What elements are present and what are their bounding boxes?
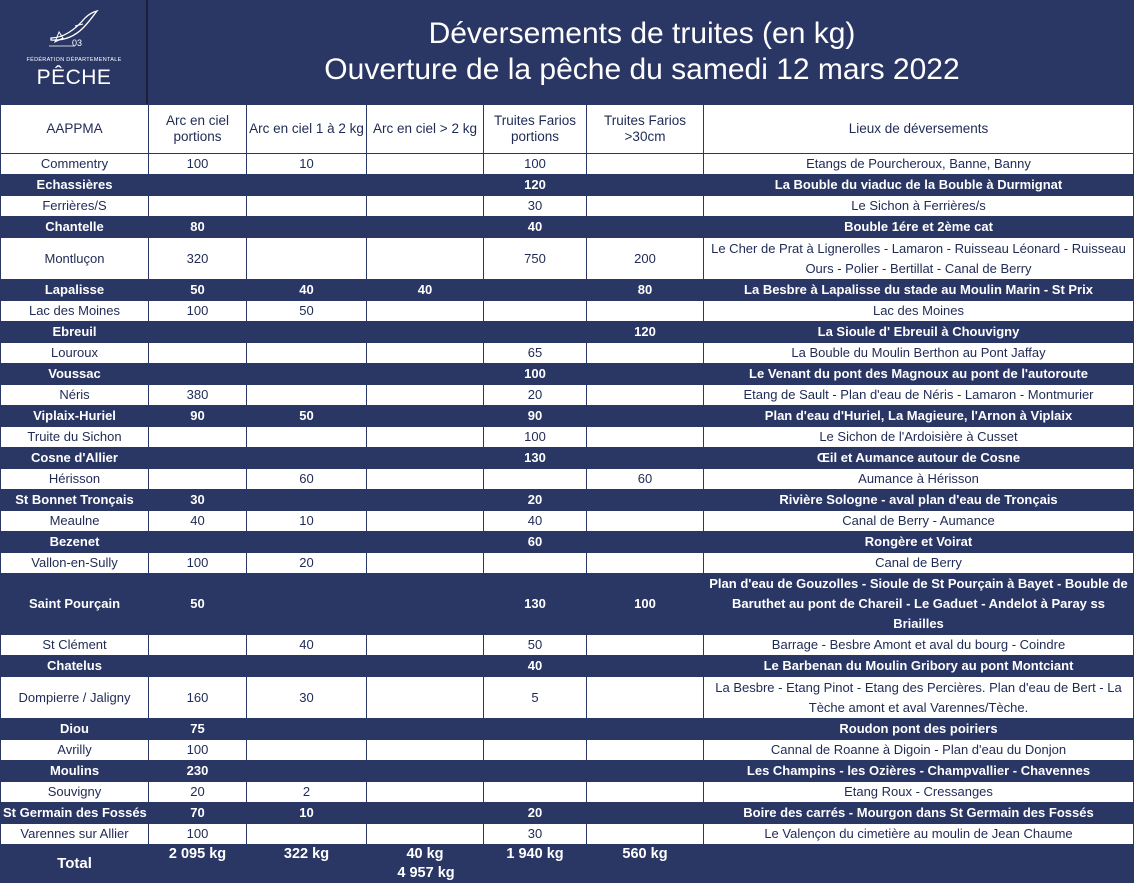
cell-farios-30cm xyxy=(587,782,704,803)
cell-aec-portions: 230 xyxy=(149,761,247,782)
table-row xyxy=(1,427,1134,448)
cell-aappma: Lapalisse xyxy=(1,280,149,301)
cell-aappma: Dompierre / Jaligny xyxy=(1,677,149,719)
cell-farios-portions: 20 xyxy=(484,490,587,511)
cell-aec-1-2kg: 2 xyxy=(247,782,367,803)
cell-lieux: Rongère et Voirat xyxy=(704,532,1134,553)
cell-aec-1-2kg xyxy=(247,175,367,196)
table-row xyxy=(1,196,1134,217)
cell-farios-30cm xyxy=(587,511,704,532)
table-row xyxy=(1,448,1134,469)
cell-lieux: Rivière Sologne - aval plan d'eau de Tronçais xyxy=(704,490,1134,511)
cell-aec-2kg xyxy=(367,511,484,532)
cell-aec-portions xyxy=(149,469,247,490)
cell-aec-2kg xyxy=(367,719,484,740)
cell-farios-30cm xyxy=(587,803,704,824)
cell-aec-portions xyxy=(149,635,247,656)
cell-aec-portions xyxy=(149,448,247,469)
table-row xyxy=(1,719,1134,740)
cell-aec-1-2kg: 50 xyxy=(247,406,367,427)
cell-aec-portions: 75 xyxy=(149,719,247,740)
cell-aappma: Diou xyxy=(1,719,149,740)
cell-aappma: St Germain des Fossés xyxy=(1,803,149,824)
cell-aappma: Chatelus xyxy=(1,656,149,677)
cell-aec-2kg xyxy=(367,175,484,196)
cell-farios-portions: 60 xyxy=(484,532,587,553)
cell-aec-portions: 100 xyxy=(149,740,247,761)
cell-aec-portions xyxy=(149,427,247,448)
cell-farios-30cm xyxy=(587,217,704,238)
cell-lieux: La Besbre à Lapalisse du stade au Moulin Marin - St Prix xyxy=(704,280,1134,301)
col-header-farios-30cm: Truites Farios >30cm xyxy=(587,105,704,154)
table-row xyxy=(1,301,1134,322)
cell-aec-portions: 50 xyxy=(149,574,247,635)
cell-farios-portions xyxy=(484,719,587,740)
cell-aec-2kg xyxy=(367,217,484,238)
cell-aec-1-2kg xyxy=(247,238,367,280)
table-row xyxy=(1,154,1134,175)
total-label: Total xyxy=(1,845,149,883)
cell-farios-30cm xyxy=(587,175,704,196)
table-body xyxy=(1,154,1134,845)
cell-aappma: Ebreuil xyxy=(1,322,149,343)
cell-farios-portions xyxy=(484,740,587,761)
cell-aec-portions: 100 xyxy=(149,154,247,175)
cell-aec-portions: 100 xyxy=(149,301,247,322)
cell-farios-portions: 65 xyxy=(484,343,587,364)
table-row xyxy=(1,469,1134,490)
cell-aec-portions xyxy=(149,656,247,677)
title-block xyxy=(150,0,1134,104)
cell-aec-1-2kg xyxy=(247,824,367,845)
table-row xyxy=(1,385,1134,406)
cell-aappma: Varennes sur Allier xyxy=(1,824,149,845)
col-header-aec-portions: Arc en ciel portions xyxy=(149,105,247,154)
cell-farios-portions: 40 xyxy=(484,511,587,532)
cell-aec-portions: 80 xyxy=(149,217,247,238)
cell-lieux: Plan d'eau de Gouzolles - Sioule de St Pourçain à Bayet - Bouble de Baruthet au pont de Chareil - Le Gaduet - Andelot à Paray ss Briailles xyxy=(704,574,1134,635)
cell-aappma: Moulins xyxy=(1,761,149,782)
cell-aappma: Truite du Sichon xyxy=(1,427,149,448)
column-headers xyxy=(1,105,1134,154)
col-header-lieux: Lieux de déversements xyxy=(704,105,1134,154)
total-aec-2kg: 40 kg xyxy=(367,845,484,864)
table-row xyxy=(1,740,1134,761)
table-row xyxy=(1,803,1134,824)
total-empty xyxy=(704,845,1134,883)
cell-aec-1-2kg xyxy=(247,217,367,238)
total-aec-portions: 2 095 kg xyxy=(149,845,247,864)
cell-aappma: Meaulne xyxy=(1,511,149,532)
cell-aec-1-2kg xyxy=(247,343,367,364)
cell-aec-2kg xyxy=(367,824,484,845)
logo-org: FÉDÉRATION DÉPARTEMENTALE xyxy=(26,57,122,63)
cell-lieux: Les Champins - les Ozières - Champvallier - Chavennes xyxy=(704,761,1134,782)
cell-lieux: Aumance à Hérisson xyxy=(704,469,1134,490)
cell-aec-1-2kg: 30 xyxy=(247,677,367,719)
cell-aec-1-2kg xyxy=(247,532,367,553)
cell-lieux: Roudon pont des poiriers xyxy=(704,719,1134,740)
cell-farios-30cm xyxy=(587,196,704,217)
cell-farios-portions: 100 xyxy=(484,427,587,448)
cell-farios-portions: 20 xyxy=(484,803,587,824)
cell-lieux: Œil et Aumance autour de Cosne xyxy=(704,448,1134,469)
cell-farios-portions: 100 xyxy=(484,154,587,175)
cell-farios-30cm xyxy=(587,154,704,175)
table-row xyxy=(1,490,1134,511)
cell-lieux: Plan d'eau d'Huriel, La Magieure, l'Arnon à Viplaix xyxy=(704,406,1134,427)
cell-aappma: Commentry xyxy=(1,154,149,175)
cell-farios-30cm xyxy=(587,490,704,511)
table-row xyxy=(1,406,1134,427)
cell-aappma: Saint Pourçain xyxy=(1,574,149,635)
cell-aec-2kg xyxy=(367,761,484,782)
cell-farios-30cm xyxy=(587,635,704,656)
cell-aec-2kg xyxy=(367,301,484,322)
cell-farios-portions xyxy=(484,280,587,301)
total-farios-portions: 1 940 kg xyxy=(484,845,587,864)
cell-aec-2kg xyxy=(367,635,484,656)
cell-lieux: Le Valençon du cimetière au moulin de Jean Chaume xyxy=(704,824,1134,845)
cell-aec-2kg xyxy=(367,574,484,635)
cell-aappma: Louroux xyxy=(1,343,149,364)
cell-farios-30cm: 80 xyxy=(587,280,704,301)
cell-lieux: Etang de Sault - Plan d'eau de Néris - Lamaron - Montmurier xyxy=(704,385,1134,406)
cell-aec-1-2kg: 10 xyxy=(247,511,367,532)
cell-aec-1-2kg: 40 xyxy=(247,635,367,656)
cell-farios-portions: 130 xyxy=(484,448,587,469)
cell-aec-2kg xyxy=(367,385,484,406)
table-row xyxy=(1,238,1134,280)
cell-farios-30cm xyxy=(587,553,704,574)
cell-farios-30cm xyxy=(587,343,704,364)
cell-aec-2kg xyxy=(367,490,484,511)
cell-aec-2kg xyxy=(367,532,484,553)
cell-aec-portions xyxy=(149,532,247,553)
col-header-farios-portions: Truites Farios portions xyxy=(484,105,587,154)
cell-farios-portions: 90 xyxy=(484,406,587,427)
cell-aec-2kg: 40 xyxy=(367,280,484,301)
cell-aec-portions xyxy=(149,343,247,364)
cell-aec-1-2kg xyxy=(247,196,367,217)
cell-lieux: La Besbre - Etang Pinot - Etang des Percières. Plan d'eau de Bert - La Tèche amont et aval Varennes/Tèche. xyxy=(704,677,1134,719)
cell-lieux: Bouble 1ére et 2ème cat xyxy=(704,217,1134,238)
table-row xyxy=(1,280,1134,301)
cell-farios-30cm xyxy=(587,761,704,782)
cell-aec-1-2kg xyxy=(247,322,367,343)
cell-aec-1-2kg: 10 xyxy=(247,154,367,175)
cell-aec-portions: 90 xyxy=(149,406,247,427)
cell-aappma: Lac des Moines xyxy=(1,301,149,322)
cell-farios-portions: 100 xyxy=(484,364,587,385)
cell-aec-portions: 100 xyxy=(149,553,247,574)
col-header-aec-1-2kg: Arc en ciel 1 à 2 kg xyxy=(247,105,367,154)
cell-farios-portions xyxy=(484,301,587,322)
cell-aec-2kg xyxy=(367,803,484,824)
cell-aec-1-2kg: 20 xyxy=(247,553,367,574)
cell-aappma: Viplaix-Huriel xyxy=(1,406,149,427)
total-farios-30cm: 560 kg xyxy=(587,845,704,864)
cell-aappma: Chantelle xyxy=(1,217,149,238)
cell-aec-2kg xyxy=(367,364,484,385)
table-row xyxy=(1,656,1134,677)
cell-aappma: Echassières xyxy=(1,175,149,196)
cell-farios-portions: 20 xyxy=(484,385,587,406)
cell-farios-30cm xyxy=(587,740,704,761)
cell-lieux: Cannal de Roanne à Digoin - Plan d'eau du Donjon xyxy=(704,740,1134,761)
cell-aec-portions: 100 xyxy=(149,824,247,845)
table-row xyxy=(1,364,1134,385)
table-row xyxy=(1,677,1134,719)
cell-farios-portions: 5 xyxy=(484,677,587,719)
cell-farios-30cm xyxy=(587,677,704,719)
cell-aec-1-2kg: 50 xyxy=(247,301,367,322)
cell-farios-30cm: 120 xyxy=(587,322,704,343)
table-row xyxy=(1,761,1134,782)
cell-lieux: Etang Roux - Cressanges xyxy=(704,782,1134,803)
cell-lieux: Boire des carrés - Mourgon dans St Germain des Fossés xyxy=(704,803,1134,824)
cell-aec-2kg xyxy=(367,343,484,364)
title-line-2: Ouverture de la pêche du samedi 12 mars 2022 xyxy=(324,53,960,86)
cell-farios-portions xyxy=(484,322,587,343)
cell-aec-1-2kg xyxy=(247,740,367,761)
cell-aec-2kg xyxy=(367,448,484,469)
table-row xyxy=(1,574,1134,635)
cell-aec-1-2kg: 10 xyxy=(247,803,367,824)
cell-farios-portions: 40 xyxy=(484,217,587,238)
logo-name: PÊCHE xyxy=(36,66,112,89)
cell-aappma: St Clément xyxy=(1,635,149,656)
cell-farios-portions xyxy=(484,553,587,574)
cell-aec-2kg xyxy=(367,656,484,677)
cell-aec-portions xyxy=(149,196,247,217)
table-row xyxy=(1,553,1134,574)
cell-farios-portions: 40 xyxy=(484,656,587,677)
grand-total: 4 957 kg xyxy=(149,864,704,883)
cell-farios-30cm xyxy=(587,532,704,553)
cell-lieux: Le Sichon à Ferrières/s xyxy=(704,196,1134,217)
cell-aappma: Souvigny xyxy=(1,782,149,803)
cell-farios-30cm xyxy=(587,301,704,322)
cell-aec-portions: 20 xyxy=(149,782,247,803)
cell-aec-2kg xyxy=(367,469,484,490)
cell-farios-portions xyxy=(484,761,587,782)
table-row xyxy=(1,217,1134,238)
table-row xyxy=(1,782,1134,803)
cell-farios-30cm xyxy=(587,656,704,677)
table-row xyxy=(1,343,1134,364)
cell-aec-portions: 50 xyxy=(149,280,247,301)
cell-farios-portions xyxy=(484,469,587,490)
cell-aec-portions xyxy=(149,364,247,385)
table-row xyxy=(1,322,1134,343)
cell-aec-portions: 70 xyxy=(149,803,247,824)
cell-aec-1-2kg xyxy=(247,719,367,740)
cell-aec-2kg xyxy=(367,427,484,448)
cell-farios-30cm: 60 xyxy=(587,469,704,490)
cell-lieux: Lac des Moines xyxy=(704,301,1134,322)
cell-aec-portions xyxy=(149,322,247,343)
table-row xyxy=(1,511,1134,532)
cell-farios-30cm xyxy=(587,448,704,469)
cell-aec-portions: 30 xyxy=(149,490,247,511)
total-row xyxy=(1,845,1134,864)
cell-farios-30cm xyxy=(587,719,704,740)
cell-aappma: St Bonnet Tronçais xyxy=(1,490,149,511)
cell-aec-portions: 40 xyxy=(149,511,247,532)
table-row xyxy=(1,175,1134,196)
cell-aappma: Hérisson xyxy=(1,469,149,490)
cell-aappma: Néris xyxy=(1,385,149,406)
cell-farios-30cm: 100 xyxy=(587,574,704,635)
cell-aappma: Voussac xyxy=(1,364,149,385)
cell-aec-2kg xyxy=(367,677,484,719)
cell-aec-1-2kg: 60 xyxy=(247,469,367,490)
cell-aec-portions: 320 xyxy=(149,238,247,280)
total-aec-1-2kg: 322 kg xyxy=(247,845,367,864)
cell-farios-30cm xyxy=(587,406,704,427)
cell-farios-portions: 130 xyxy=(484,574,587,635)
cell-aec-portions xyxy=(149,175,247,196)
cell-farios-portions: 30 xyxy=(484,824,587,845)
cell-farios-30cm: 200 xyxy=(587,238,704,280)
cell-lieux: La Sioule d' Ebreuil à Chouvigny xyxy=(704,322,1134,343)
cell-farios-portions: 30 xyxy=(484,196,587,217)
cell-aappma: Ferrières/S xyxy=(1,196,149,217)
cell-aec-2kg xyxy=(367,238,484,280)
cell-aappma: Cosne d'Allier xyxy=(1,448,149,469)
col-header-aappma: AAPPMA xyxy=(1,105,149,154)
cell-farios-30cm xyxy=(587,824,704,845)
col-header-aec-2kg: Arc en ciel > 2 kg xyxy=(367,105,484,154)
cell-aec-2kg xyxy=(367,740,484,761)
cell-lieux: La Bouble du viaduc de la Bouble à Durmignat xyxy=(704,175,1134,196)
table-row xyxy=(1,532,1134,553)
cell-aec-1-2kg xyxy=(247,761,367,782)
cell-farios-portions: 120 xyxy=(484,175,587,196)
cell-farios-30cm xyxy=(587,364,704,385)
cell-aec-portions: 160 xyxy=(149,677,247,719)
table-row xyxy=(1,635,1134,656)
cell-aec-1-2kg xyxy=(247,656,367,677)
cell-aec-1-2kg xyxy=(247,448,367,469)
cell-aec-2kg xyxy=(367,406,484,427)
cell-aec-2kg xyxy=(367,553,484,574)
cell-aec-2kg xyxy=(367,196,484,217)
title-line-1: Déversements de truites (en kg) xyxy=(428,17,856,50)
cell-aec-2kg xyxy=(367,322,484,343)
cell-lieux: Etangs de Pourcheroux, Banne, Banny xyxy=(704,154,1134,175)
cell-farios-30cm xyxy=(587,427,704,448)
federation-logo xyxy=(0,0,148,104)
cell-lieux: Canal de Berry - Aumance xyxy=(704,511,1134,532)
cell-lieux: Le Sichon de l'Ardoisière à Cusset xyxy=(704,427,1134,448)
cell-lieux: Canal de Berry xyxy=(704,553,1134,574)
cell-aappma: Bezenet xyxy=(1,532,149,553)
cell-aec-2kg xyxy=(367,154,484,175)
cell-lieux: Le Venant du pont des Magnoux au pont de l'autoroute xyxy=(704,364,1134,385)
cell-aec-2kg xyxy=(367,782,484,803)
cell-farios-portions: 50 xyxy=(484,635,587,656)
releases-table xyxy=(0,104,1134,883)
cell-aec-1-2kg xyxy=(247,427,367,448)
cell-aappma: Vallon-en-Sully xyxy=(1,553,149,574)
cell-aec-portions: 380 xyxy=(149,385,247,406)
cell-farios-portions: 750 xyxy=(484,238,587,280)
header-banner xyxy=(0,0,1134,104)
cell-lieux: La Bouble du Moulin Berthon au Pont Jaffay xyxy=(704,343,1134,364)
cell-lieux: Barrage - Besbre Amont et aval du bourg - Coindre xyxy=(704,635,1134,656)
logo-number: 03 xyxy=(72,38,83,48)
table-row xyxy=(1,824,1134,845)
cell-aec-1-2kg xyxy=(247,364,367,385)
cell-aec-1-2kg xyxy=(247,490,367,511)
cell-aappma: Montluçon xyxy=(1,238,149,280)
cell-aec-1-2kg xyxy=(247,385,367,406)
cell-aappma: Avrilly xyxy=(1,740,149,761)
cell-lieux: Le Cher de Prat à Lignerolles - Lamaron - Ruisseau Léonard - Ruisseau Ours - Polier - Bertillat - Canal de Berry xyxy=(704,238,1134,280)
cell-farios-portions xyxy=(484,782,587,803)
cell-aec-1-2kg xyxy=(247,574,367,635)
cell-lieux: Le Barbenan du Moulin Gribory au pont Montciant xyxy=(704,656,1134,677)
cell-farios-30cm xyxy=(587,385,704,406)
cell-aec-1-2kg: 40 xyxy=(247,280,367,301)
